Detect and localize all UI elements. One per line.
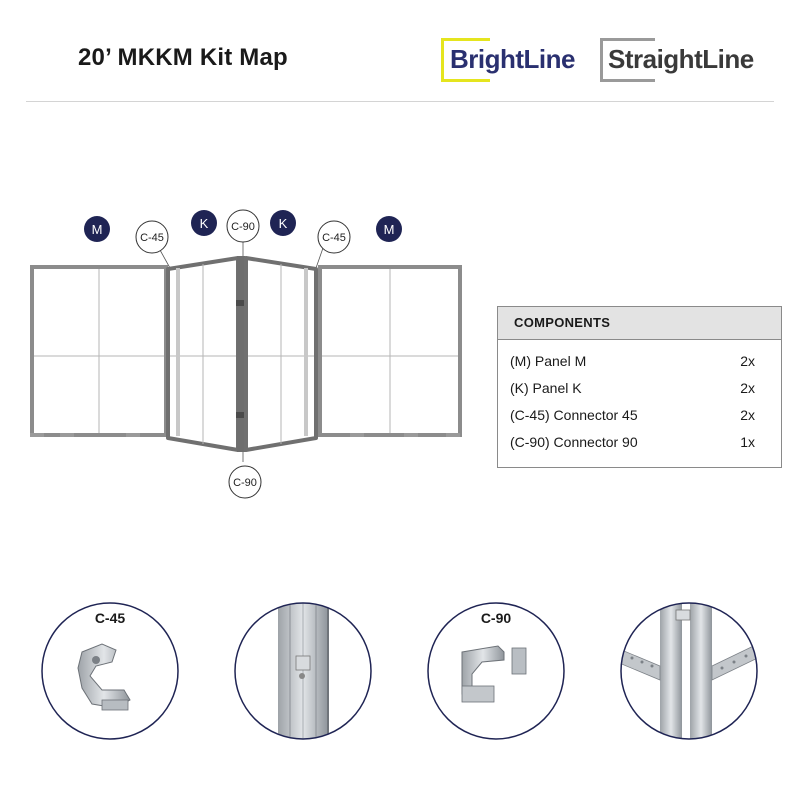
component-label: (C-45) Connector 45 [510, 407, 638, 423]
badge-m-left-text: M [91, 222, 103, 237]
component-row [498, 375, 781, 402]
component-row [498, 348, 781, 375]
badge-m-right [376, 216, 402, 242]
component-label: (K) Panel K [510, 380, 582, 396]
callout-c45-left [136, 221, 168, 253]
header-divider [26, 101, 774, 102]
callout-c90-top [227, 210, 259, 242]
badge-k-right-text: K [278, 216, 288, 231]
corner-clip-icon [676, 610, 690, 620]
badge-k-left [191, 210, 217, 236]
component-label: (M) Panel M [510, 353, 587, 369]
panel-k-left [168, 258, 238, 450]
straightline-logo-text: StraightLine [608, 44, 754, 74]
straightline-logo [600, 38, 754, 82]
page-title: 20’ MKKM Kit Map [78, 44, 288, 71]
brightline-logo-text: BrightLine [450, 44, 575, 74]
panel-m-right [320, 267, 460, 437]
kit-map-diagram [0, 200, 480, 500]
detail-c90-connector [428, 603, 564, 739]
callout-c45-right-text: C-45 [322, 232, 346, 244]
brightline-logo [441, 38, 575, 82]
detail-frame-corner [612, 600, 766, 745]
callout-c90-bottom [229, 466, 261, 498]
component-qty: 2x [740, 353, 755, 369]
component-label: (C-90) Connector 90 [510, 434, 638, 450]
detail-views [0, 590, 800, 800]
component-qty: 2x [740, 380, 755, 396]
callout-c90-top-text: C-90 [231, 221, 255, 233]
badge-m-left [84, 216, 110, 242]
callout-c90-bottom-text: C-90 [233, 477, 257, 489]
panel-k-right [246, 258, 316, 450]
callout-c45-left-text: C-45 [140, 232, 164, 244]
panel-m-left [30, 267, 166, 437]
connector-clip-icon [296, 656, 310, 670]
badge-k-right [270, 210, 296, 236]
component-row [498, 429, 781, 456]
detail-c45-connector [42, 603, 178, 739]
detail-c90-label: C-90 [480, 610, 512, 626]
components-heading: COMPONENTS [498, 307, 781, 340]
badge-k-left-text: K [199, 216, 209, 231]
component-row [498, 402, 781, 429]
detail-post-closeup [235, 600, 371, 745]
component-qty: 1x [740, 434, 755, 450]
components-table [497, 306, 782, 468]
callout-c45-right [318, 221, 350, 253]
component-qty: 2x [740, 407, 755, 423]
badge-m-right-text: M [383, 222, 395, 237]
detail-c45-label: C-45 [94, 610, 126, 626]
